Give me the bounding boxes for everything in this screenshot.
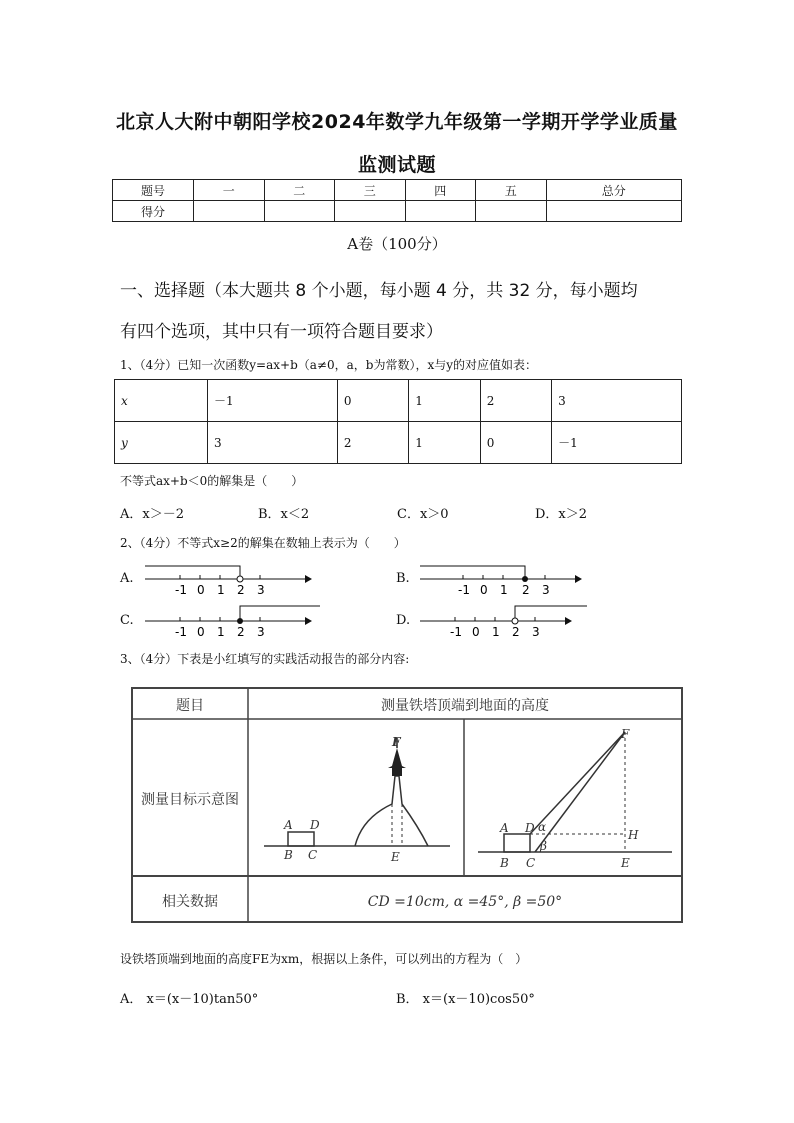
- q1-x-cell: 0: [337, 380, 408, 422]
- q1-y-cell: 2: [337, 422, 408, 464]
- point-label: A: [284, 818, 293, 832]
- score-header-cell: 一: [194, 180, 265, 201]
- point-label: A: [500, 821, 509, 835]
- tick-label: -1: [175, 583, 187, 597]
- score-cell: [264, 201, 335, 222]
- fig-header-topic: 题目: [176, 698, 204, 714]
- q1-y-cell: －1: [552, 422, 682, 464]
- q1-stem: 1、（4分）已知一次函数y=ax+b（a≠0，a，b为常数），x与y的对应值如表：: [120, 358, 537, 372]
- q3-option-b: B． x＝(x－10)cos50°: [396, 992, 535, 1007]
- fig-topic: 测量铁塔顶端到地面的高度: [381, 698, 549, 714]
- angle-beta-label: β: [540, 839, 547, 853]
- point-label: C: [526, 856, 536, 870]
- fig-header-diagram: 测量目标示意图: [141, 792, 239, 808]
- tick-label: 3: [542, 583, 550, 597]
- tick-label: 2: [522, 583, 530, 597]
- tick-label: -1: [450, 625, 462, 639]
- point-label: H: [628, 828, 639, 842]
- q1-option-c: C．x＞0: [397, 507, 449, 522]
- point-label: D: [525, 821, 535, 835]
- point-label: B: [500, 856, 509, 870]
- number-line-d[interactable]: [415, 602, 595, 642]
- tick-label: -1: [175, 625, 187, 639]
- tick-label: 2: [237, 625, 245, 639]
- point-label: E: [391, 850, 400, 864]
- q3-stem: 3、（4分）下表是小红填写的实践活动报告的部分内容:: [120, 652, 410, 666]
- q2-label-a: A.: [120, 571, 134, 586]
- score-cell: [405, 201, 476, 222]
- doc-title-line2: 监测试题: [357, 154, 436, 176]
- score-cell: [194, 201, 265, 222]
- section-a-heading: A卷（100分）: [347, 235, 447, 253]
- q1-y-cell: y: [115, 422, 208, 464]
- score-cell: [335, 201, 406, 222]
- score-cell: [546, 201, 682, 222]
- q2-label-c: C.: [120, 613, 134, 628]
- score-header-cell: 三: [335, 180, 406, 201]
- tick-label: 0: [472, 625, 480, 639]
- section1-line2: 有四个选项，其中只有一项符合题目要求）: [120, 322, 443, 342]
- tick-label: 1: [217, 625, 225, 639]
- tick-label: 2: [237, 583, 245, 597]
- score-header-cell: 题号: [113, 180, 194, 201]
- q1-ask: 不等式ax+b＜0的解集是（ ）: [120, 474, 304, 488]
- q2-label-d: D.: [396, 613, 411, 628]
- tick-label: 3: [532, 625, 540, 639]
- q1-option-b: B．x＜2: [258, 507, 310, 522]
- score-header-cell: 四: [405, 180, 476, 201]
- q3-ask: 设铁塔顶端到地面的高度FE为xm，根据以上条件，可以列出的方程为（ ）: [120, 952, 528, 966]
- tick-label: 0: [480, 583, 488, 597]
- fig-data: CD =10cm, α =45°, β =50°: [367, 894, 563, 910]
- angle-alpha-label: α: [538, 820, 547, 834]
- tick-label: 1: [500, 583, 508, 597]
- score-cell: [476, 201, 547, 222]
- q1-option-a: A．x＞－2: [120, 507, 184, 522]
- q2-label-b: B.: [396, 571, 410, 586]
- number-line-a[interactable]: [140, 560, 320, 600]
- point-label: F: [392, 735, 401, 749]
- q1-value-table: [114, 379, 682, 464]
- score-row-label: 得分: [113, 201, 194, 222]
- number-line-c[interactable]: [140, 602, 330, 642]
- score-header-cell: 二: [264, 180, 335, 201]
- tick-label: 3: [257, 583, 265, 597]
- q3-option-a: A． x＝(x－10)tan50°: [120, 992, 259, 1007]
- tick-label: 2: [512, 625, 520, 639]
- tick-label: 3: [257, 625, 265, 639]
- doc-title-line1: 北京人大附中朝阳学校2024年数学九年级第一学期开学学业质量: [116, 111, 678, 133]
- q2-stem: 2、（4分）不等式x≥2的解集在数轴上表示为（ ）: [120, 536, 406, 550]
- tick-label: 0: [197, 625, 205, 639]
- q1-y-cell: 0: [480, 422, 551, 464]
- point-label: E: [621, 856, 630, 870]
- tick-label: 0: [197, 583, 205, 597]
- number-line-b[interactable]: [415, 560, 595, 600]
- section1-line1: 一、选择题（本大题共 8 个小题，每小题 4 分，共 32 分，每小题均: [120, 281, 638, 301]
- q1-x-cell: 3: [552, 380, 682, 422]
- q1-x-cell: －1: [208, 380, 338, 422]
- q1-y-cell: 3: [208, 422, 338, 464]
- q1-x-cell: 2: [480, 380, 551, 422]
- score-header-cell: 五: [476, 180, 547, 201]
- q1-x-cell: x: [115, 380, 208, 422]
- score-table: [112, 179, 682, 222]
- point-label: B: [284, 848, 293, 862]
- q1-y-cell: 1: [409, 422, 480, 464]
- point-label: D: [310, 818, 320, 832]
- point-label: F: [621, 727, 630, 741]
- tick-label: 1: [217, 583, 225, 597]
- tick-label: 1: [492, 625, 500, 639]
- tick-label: -1: [458, 583, 470, 597]
- q1-option-d: D．x＞2: [535, 507, 588, 522]
- q3-report-figure: [130, 686, 686, 926]
- point-label: C: [308, 848, 318, 862]
- fig-header-data: 相关数据: [162, 894, 218, 910]
- q1-x-cell: 1: [409, 380, 480, 422]
- score-header-cell: 总分: [546, 180, 682, 201]
